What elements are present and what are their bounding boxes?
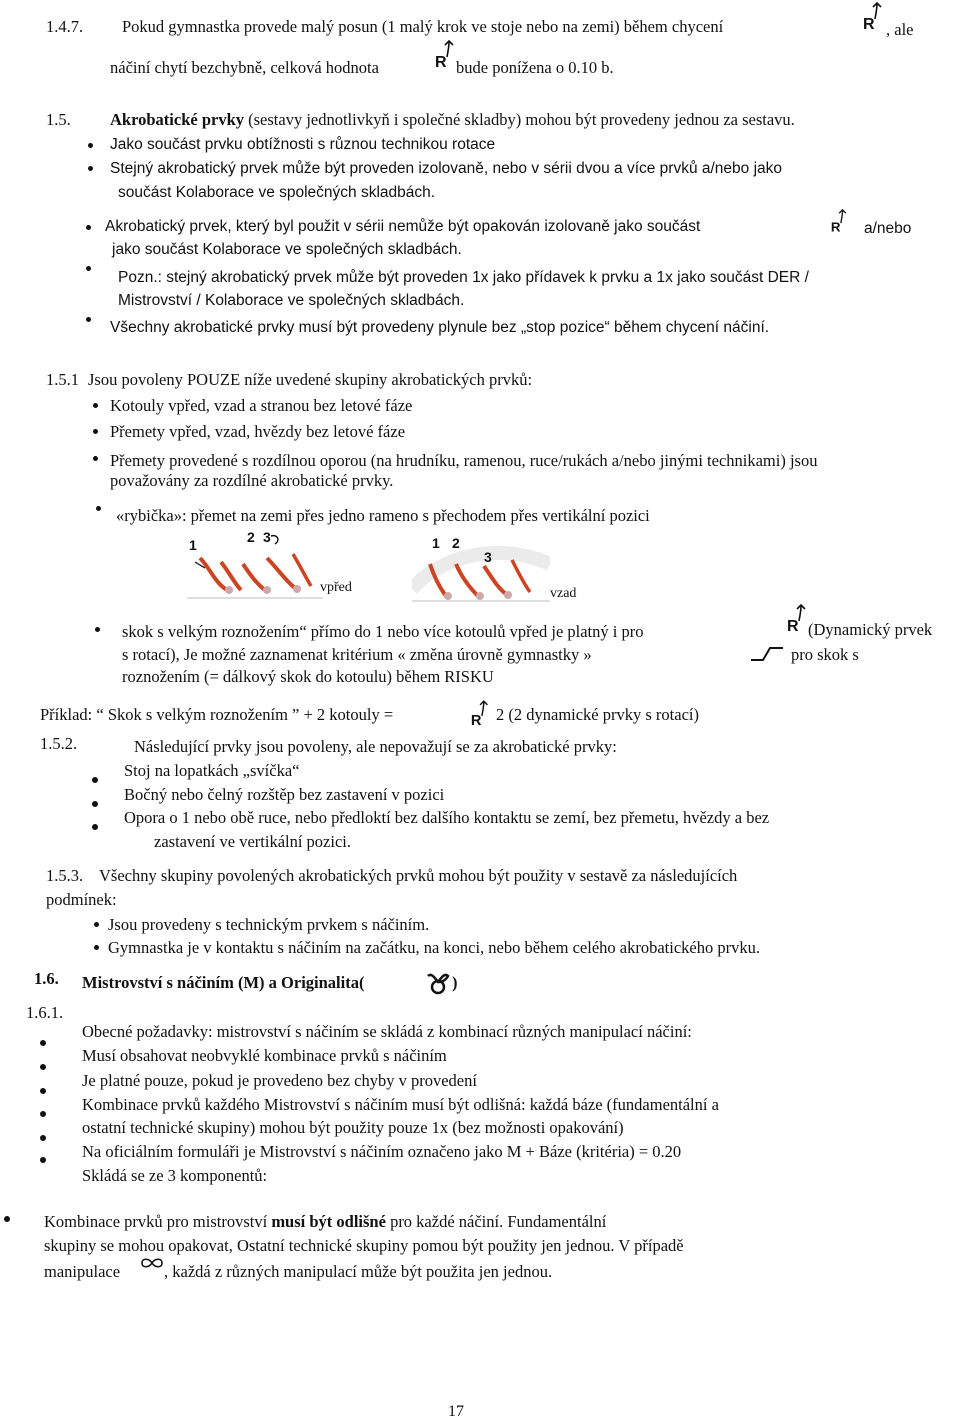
bullet (92, 801, 98, 807)
page-number: 17 (448, 1403, 464, 1420)
paragraph-line: podmínek: (46, 890, 117, 909)
list-item-continuation: roznožením (= dálkový skok do kotoulu) během RISKU (122, 667, 494, 686)
risk-icon (786, 604, 810, 634)
infinity-icon (140, 1256, 164, 1270)
list-item: Gymnastka je v kontaktu s náčiním na začátku, na konci, nebo během celého akrobatického prvku. (108, 938, 760, 957)
section-heading: Následující prvky jsou povoleny, ale nepovažují se za akrobatické prvky: (134, 737, 617, 756)
section-heading-end: ) (452, 973, 458, 992)
list-item: Přemety vpřed, vzad, hvězdy bez letové fáze (110, 422, 406, 441)
list-item-continuation: ostatní technické skupiny) mohou být použity pouze 1x (bez možnosti opakování) (82, 1118, 624, 1137)
paragraph-line: manipulace (44, 1262, 121, 1281)
bullet (40, 1135, 46, 1141)
example-text: 2 (2 dynamické prvky s rotací) (496, 705, 699, 724)
list-item-continuation: součást Kolaborace ve společných skladbách. (118, 184, 436, 201)
section-number: 1.5.2. (40, 734, 78, 753)
bullet (40, 1040, 46, 1046)
paragraph-line: Všechny skupiny povolených akrobatických prvků mohou být použity v sestavě za následujících (99, 866, 738, 885)
risk-icon (862, 2, 886, 32)
list-item: Všechny akrobatické prvky musí být provedeny plynule bez „stop pozice“ během chycení náčiní. (110, 319, 770, 336)
section-heading: Akrobatické prvky (sestavy jednotlivkyň i společné skladby) mohou být provedeny jednou za sestavu. (110, 110, 795, 129)
list-item: skok s velkým roznožením“ přímo do 1 nebo více kotoulů vpřed je platný i pro (122, 622, 644, 641)
figure-number: 2 (452, 535, 460, 551)
bullet (92, 824, 98, 830)
bullet (94, 945, 99, 950)
paragraph-line: skupiny se mohou opakovat, Ostatní technické skupiny pomou být použity jen jednou. V případě (44, 1236, 684, 1255)
list-item: Na oficiálním formuláři je Mistrovství s náčiním označeno jako M + Báze (kritéria) = 0.20 (82, 1142, 682, 1161)
section-heading: Jsou povoleny POUZE níže uvedené skupiny akrobatických prvků: (88, 370, 533, 389)
bullet (86, 225, 91, 230)
list-item: Akrobatický prvek, který byl použit v sérii nemůže být opakován izolovaně jako součást (105, 218, 701, 235)
list-item: Stejný akrobatický prvek může být proveden izolovaně, nebo v sérii dvou a více prvků a/nebo jako (110, 160, 783, 177)
backward-roll-illustration (412, 534, 550, 604)
bullet (4, 1216, 10, 1222)
bullet (96, 506, 101, 511)
forward-roll-illustration (185, 528, 325, 603)
list-item-continuation: jako součást Kolaborace ve společných skladbách. (112, 241, 462, 258)
section-number: 1.4.7. (46, 17, 84, 36)
list-item: Musí obsahovat neobvyklé kombinace prvků s náčiním (82, 1046, 447, 1065)
list-item: Skládá se ze 3 komponentů: (82, 1166, 268, 1185)
bullet (92, 777, 98, 783)
paragraph-line: , každá z různých manipulací může být použita jen jednou. (164, 1262, 553, 1281)
paragraph-line: Kombinace prvků pro mistrovství musí být odlišné pro každé náčiní. Fundamentální (44, 1212, 607, 1231)
bullet (94, 922, 99, 927)
bullet (40, 1064, 46, 1070)
bullet (88, 143, 93, 148)
list-item: Jako součást prvku obtížnosti s různou technikou rotace (110, 136, 496, 153)
bullet (93, 403, 98, 408)
figure-label: vpřed (320, 580, 352, 595)
list-item-end: a/nebo (864, 220, 912, 237)
figure-number: 1 (189, 537, 197, 553)
bullet (93, 456, 98, 461)
list-item: Kotouly vpřed, vzad a stranou bez letové fáze (110, 396, 413, 415)
list-item: Kombinace prvků každého Mistrovství s náčiním musí být odlišná: každá báze (fundamentální a (82, 1095, 719, 1114)
section-number: 1.6.1. (26, 1003, 64, 1022)
list-item: Jsou provedeny s technickým prvkem s náčiním. (108, 915, 430, 934)
section-number: 1.5.3. (46, 866, 84, 885)
list-item: Pozn.: stejný akrobatický prvek může být proveden 1x jako přídavek k prvku a 1x jako součást DER / (118, 269, 809, 286)
risk-icon (470, 700, 492, 728)
paragraph-line: náčiní chytí bezchybně, celková hodnota (110, 58, 379, 77)
section-number: 1.5. (46, 110, 71, 129)
bullet (93, 429, 98, 434)
list-item: «rybička»: přemet na zemi přes jedno rameno s přechodem přes vertikální pozici (116, 506, 650, 525)
list-item: Přemety provedené s rozdílnou oporou (na hrudníku, ramenou, ruce/rukách a/nebo jinými technikami) jsou (110, 451, 818, 470)
paragraph-line: , ale (886, 20, 914, 39)
level-change-icon (750, 646, 784, 662)
list-item: Je platné pouze, pokud je provedeno bez chyby v provedení (82, 1071, 477, 1090)
paragraph-line: bude ponížena o 0.10 b. (456, 58, 614, 77)
section-heading: Mistrovství s náčiním (M) a Originalita( (82, 973, 365, 992)
bullet (95, 627, 100, 632)
risk-icon (830, 209, 850, 234)
originality-icon (424, 970, 452, 996)
bullet (88, 166, 93, 171)
list-item-continuation: považovány za rozdílné akrobatické prvky. (110, 471, 394, 490)
list-item-continuation: s rotací), Je možné zaznamenat kritérium « změna úrovně gymnastky » (122, 645, 592, 664)
list-item: Opora o 1 nebo obě ruce, nebo předloktí bez dalšího kontaktu se zemí, bez přemetu, hvězdy a bez (124, 808, 770, 827)
list-item: Stoj na lopatkách „svíčka“ (124, 761, 300, 780)
figure-number: 3 (263, 529, 271, 545)
bullet (40, 1111, 46, 1117)
section-number: 1.6. (34, 969, 59, 988)
list-item-end: (Dynamický prvek (808, 620, 933, 639)
paragraph-line: Pokud gymnastka provede malý posun (1 malý krok ve stoje nebo na zemi) během chycení (122, 17, 724, 36)
figure-label: vzad (550, 586, 577, 601)
example-text: Příklad: “ Skok s velkým roznožením ” + 2 kotouly = (40, 705, 394, 724)
list-item: Obecné požadavky: mistrovství s náčiním se skládá z kombinací různých manipulací náčiní: (82, 1022, 692, 1041)
bullet (86, 317, 91, 322)
list-item: Bočný nebo čelný rozštěp bez zastavení v pozici (124, 785, 445, 804)
list-item-end: pro skok s (791, 645, 859, 664)
figure-number: 2 (247, 529, 255, 545)
bullet (40, 1157, 46, 1163)
risk-icon (434, 40, 458, 70)
list-item-continuation: Mistrovství / Kolaborace ve společných skladbách. (118, 292, 465, 309)
figure-number: 3 (484, 549, 492, 565)
list-item-continuation: zastavení ve vertikální pozici. (154, 832, 352, 851)
bullet (86, 266, 91, 271)
figure-number: 1 (432, 535, 440, 551)
section-number: 1.5.1 (46, 370, 79, 389)
bullet (40, 1088, 46, 1094)
